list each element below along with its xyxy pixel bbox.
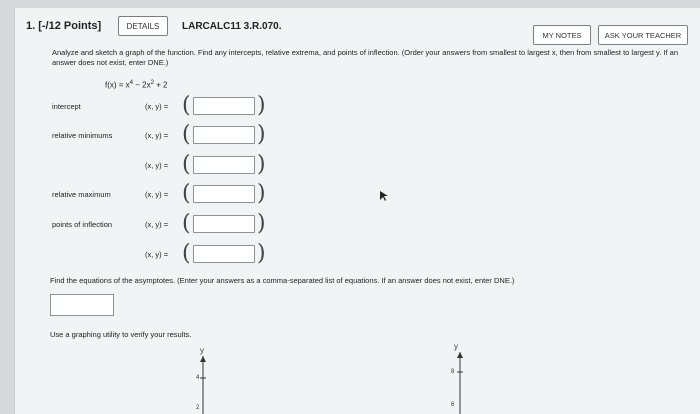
row-xy: (x, y) = (145, 102, 169, 111)
open-paren: ( (182, 211, 191, 236)
row-xy: (x, y) = (145, 190, 169, 199)
question-number: 1. [-/12 Points] (26, 20, 102, 32)
open-paren: ( (182, 93, 191, 118)
relative-maximum-input[interactable] (193, 185, 255, 203)
instructions-text: Analyze and sketch a graph of the function. Find any intercepts, relative extrema, and points of inflection. (Order your answers from smallest to largest x, then from smallest to largest y. If an answer does not exist, enter DNE.) (52, 48, 678, 67)
function-rhs: + 2 (153, 80, 168, 90)
row-xy: (x, y) = (145, 220, 169, 229)
close-paren: ) (257, 241, 266, 266)
function-mid: − 2x (133, 80, 151, 90)
function-lhs: f(x) = x (105, 80, 130, 90)
open-paren: ( (182, 122, 191, 147)
inflection-input-1[interactable] (193, 215, 255, 233)
inflection-input-2[interactable] (193, 245, 255, 263)
intercept-input[interactable] (193, 97, 255, 115)
relative-minimum-input-2[interactable] (193, 156, 255, 174)
my-notes-button[interactable]: MY NOTES (533, 25, 591, 45)
graph2-tick-top: 8 (451, 369, 455, 375)
close-paren: ) (257, 122, 266, 147)
graph1-tick-top: 4 (196, 375, 200, 381)
graph2-tick-bottom: 6 (451, 402, 455, 408)
function-expression (105, 80, 168, 90)
question-panel (14, 8, 700, 414)
open-paren: ( (182, 181, 191, 206)
ask-teacher-button[interactable]: ASK YOUR TEACHER (598, 25, 688, 45)
mouse-cursor-icon (378, 190, 390, 202)
verify-text: Use a graphing utility to verify your results. (50, 330, 192, 339)
row-label-points-of-inflection: points of inflection (52, 220, 113, 229)
row-xy: (x, y) = (145, 131, 169, 140)
close-paren: ) (257, 181, 266, 206)
row-xy: (x, y) = (145, 250, 169, 259)
function-exp2: 2 (150, 80, 154, 86)
close-paren: ) (257, 152, 266, 177)
open-paren: ( (182, 241, 191, 266)
row-xy: (x, y) = (145, 161, 169, 170)
graph2-y-axis (452, 352, 472, 414)
open-paren: ( (182, 152, 191, 177)
row-label-relative-maximum: relative maximum (52, 190, 111, 199)
row-label-intercept: intercept (52, 102, 81, 111)
close-paren: ) (257, 211, 266, 236)
details-button[interactable]: DETAILS (118, 16, 168, 36)
relative-minimum-input-1[interactable] (193, 126, 255, 144)
graph1-tick-bottom: 2 (196, 405, 200, 411)
question-code: LARCALC11 3.R.070. (182, 21, 282, 32)
asymptotes-input[interactable] (50, 294, 114, 316)
graph1-y-label: y (200, 346, 204, 355)
close-paren: ) (257, 93, 266, 118)
graph2-y-label: y (454, 342, 458, 351)
asymptotes-instructions: Find the equations of the asymptotes. (Enter your answers as a comma-separated list of equations. If an answer does not exist, enter DNE.) (50, 276, 515, 285)
row-label-relative-minimums: relative minimums (52, 131, 113, 140)
function-exp1: 4 (129, 80, 134, 86)
